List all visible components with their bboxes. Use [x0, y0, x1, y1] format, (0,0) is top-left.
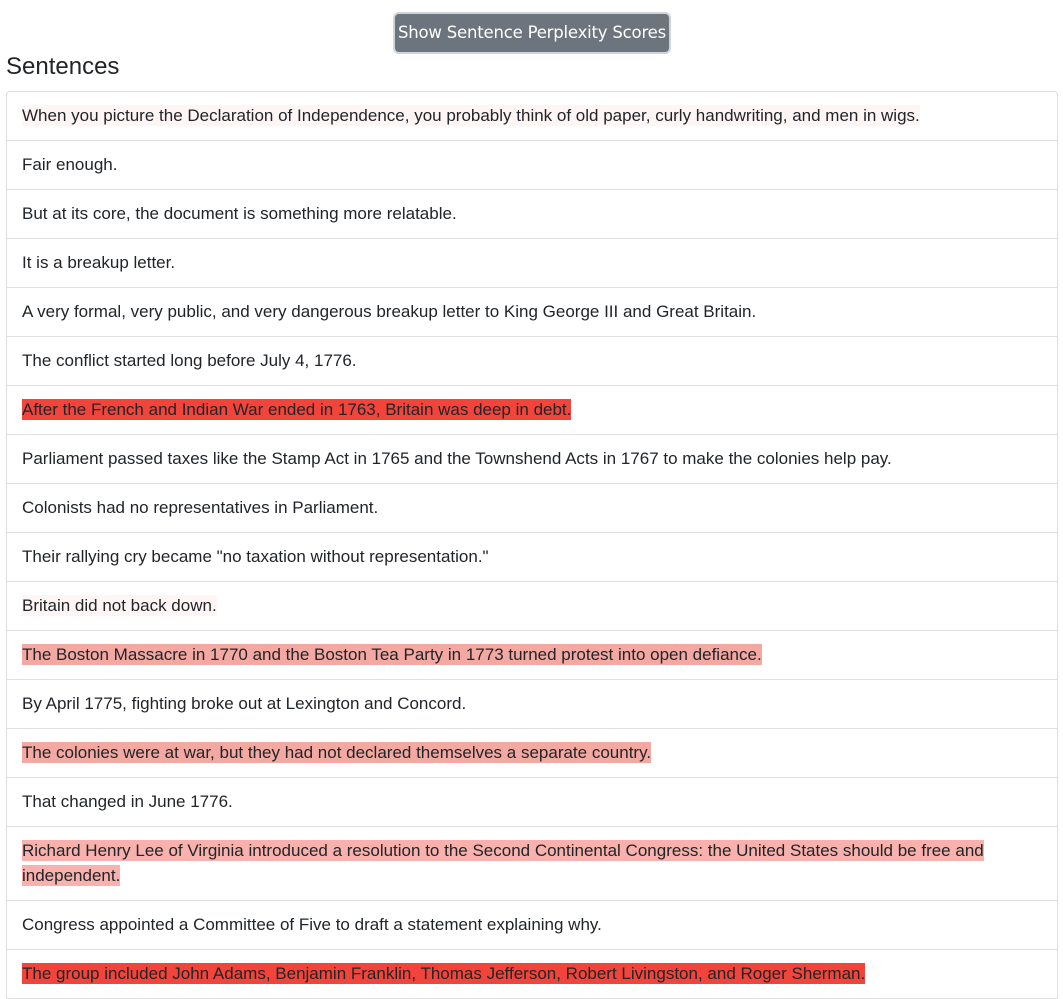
sentence-text: After the French and Indian War ended in 1763, Britain was deep in debt.	[22, 400, 572, 419]
section-title: Sentences	[6, 53, 120, 80]
sentence-item	[7, 631, 1057, 680]
sentence-text: But at its core, the document is something more relatable.	[22, 204, 457, 223]
sentence-item	[7, 729, 1057, 778]
sentence-text: A very formal, very public, and very dangerous breakup letter to King George III and Great Britain.	[22, 302, 757, 321]
sentence-text: Fair enough.	[22, 155, 118, 174]
sentence-item	[7, 141, 1057, 190]
sentence-item	[7, 533, 1057, 582]
sentence-item	[7, 190, 1057, 239]
sentence-text: The group included John Adams, Benjamin Franklin, Thomas Jefferson, Robert Livingston, and Roger Sherman.	[22, 964, 866, 983]
sentence-text: The Boston Massacre in 1770 and the Boston Tea Party in 1773 turned protest into open defiance.	[22, 645, 762, 664]
sentence-text: The colonies were at war, but they had not declared themselves a separate country.	[22, 743, 652, 762]
sentence-item	[7, 827, 1057, 901]
sentence-text: It is a breakup letter.	[22, 253, 176, 272]
sentence-item	[7, 239, 1057, 288]
sentence-item	[7, 901, 1057, 950]
sentence-item	[7, 337, 1057, 386]
sentence-text: Colonists had no representatives in Parliament.	[22, 498, 379, 517]
sentence-item	[7, 288, 1057, 337]
show-perplexity-scores-button[interactable]: Show Sentence Perplexity Scores	[395, 14, 669, 52]
sentence-item	[7, 92, 1057, 141]
sentence-text: The conflict started long before July 4, 1776.	[22, 351, 357, 370]
sentence-item	[7, 435, 1057, 484]
toolbar	[0, 0, 1063, 56]
sentence-text: Parliament passed taxes like the Stamp Act in 1765 and the Townshend Acts in 1767 to make the colonies help pay.	[22, 449, 892, 468]
sentence-text: By April 1775, fighting broke out at Lexington and Concord.	[22, 694, 467, 713]
sentence-item	[7, 484, 1057, 533]
sentence-list	[6, 91, 1058, 999]
sentence-text: Their rallying cry became "no taxation without representation."	[22, 547, 489, 566]
sentence-item	[7, 386, 1057, 435]
sentence-item	[7, 778, 1057, 827]
sentence-text: Richard Henry Lee of Virginia introduced a resolution to the Second Continental Congress: the United States should be free and independent.	[22, 841, 984, 885]
sentence-item	[7, 582, 1057, 631]
sentence-text: Congress appointed a Committee of Five to draft a statement explaining why.	[22, 915, 602, 934]
sentence-text: That changed in June 1776.	[22, 792, 233, 811]
sentence-text: Britain did not back down.	[22, 596, 217, 615]
sentence-text: When you picture the Declaration of Independence, you probably think of old paper, curly handwriting, and men in wigs.	[22, 106, 920, 125]
sentence-item	[7, 950, 1057, 999]
sentence-item	[7, 680, 1057, 729]
